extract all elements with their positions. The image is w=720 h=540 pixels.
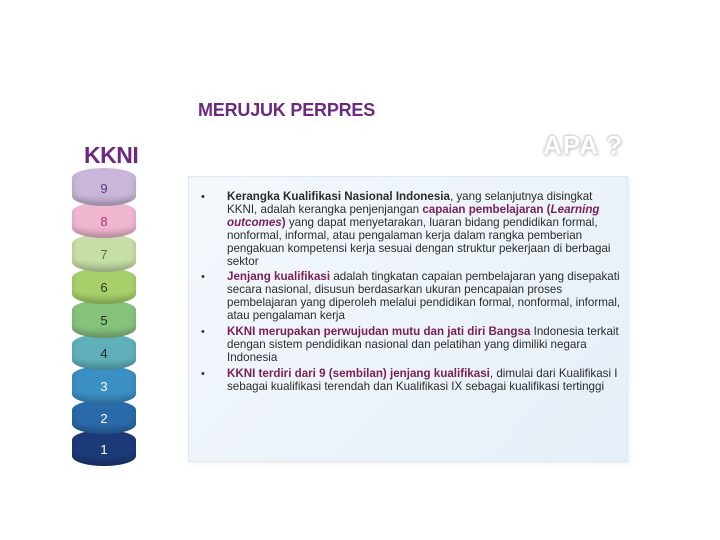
definition-text: capaian pembelajaran ( xyxy=(422,202,551,216)
definition-text: KKNI terdiri dari 9 (sembilan) jenjang kualifikasi xyxy=(227,366,490,380)
definition-item xyxy=(189,368,627,394)
kkni-level-label: 3 xyxy=(100,379,108,394)
definition-text: yang dapat menyetarakan, luaran bidang pendidikan formal, nonformal, informal, atau pengalaman kerja dalam rangka pemberian pengakuan kompetensi kerja sesuai dengan struktur pekerjaan di berbagai sektor xyxy=(227,215,611,268)
definition-text: , yang selanjutnya disingkat KKNI, adalah kerangka penjenjangan xyxy=(227,190,593,216)
definition-item xyxy=(189,271,627,323)
definition-item xyxy=(189,191,627,268)
definition-item xyxy=(189,326,627,365)
kkni-level-6 xyxy=(72,268,136,304)
definition-text: ) xyxy=(281,215,286,229)
definition-panel xyxy=(188,176,628,462)
kkni-heading: KKNI xyxy=(84,142,139,168)
definition-text: Kerangka Kualifikasi Nasional Indonesia xyxy=(227,190,450,203)
definition-text: Jenjang kualifikasi xyxy=(227,270,331,284)
page-title: MERUJUK PERPRES xyxy=(198,100,376,120)
kkni-level-9 xyxy=(72,168,136,206)
definition-list xyxy=(189,191,627,397)
kkni-level-label: 8 xyxy=(100,214,108,229)
definition-text: Indonesia terkait dengan sistem pendidikan nasional dan pelatihan yang dimiliki negara Indonesia xyxy=(227,325,619,364)
definition-text: , dimulai dari Kualifikasi I sebagai kualifikasi terendah dan Kualifikasi IX sebagai kualifikasi tertinggi xyxy=(227,366,618,393)
kkni-level-label: 5 xyxy=(100,313,108,328)
kkni-level-label: 1 xyxy=(100,442,108,457)
kkni-level-1 xyxy=(72,430,136,466)
kkni-level-7 xyxy=(72,234,136,272)
apa-heading: APA ? xyxy=(543,130,624,160)
kkni-level-stack xyxy=(72,168,136,468)
kkni-level-5 xyxy=(72,300,136,338)
definition-text: adalah tingkatan capaian pembelajaran yang disepakati secara nasional, disusun berdasarkan ukuran pencapaian proses pembelajaran yang diperoleh melalui pendidikan formal, nonformal, informal, atau pengalaman kerja xyxy=(227,270,621,323)
definition-text: Learning outcomes xyxy=(227,202,600,229)
kkni-level-label: 6 xyxy=(100,280,108,295)
kkni-level-label: 2 xyxy=(100,411,108,426)
definition-text: KKNI merupakan perwujudan mutu dan jati diri Bangsa xyxy=(227,325,531,339)
kkni-level-label: 9 xyxy=(100,181,108,196)
kkni-level-label: 7 xyxy=(100,247,108,262)
kkni-level-3 xyxy=(72,366,136,404)
kkni-level-2 xyxy=(72,400,136,434)
kkni-level-8 xyxy=(72,202,136,238)
kkni-level-4 xyxy=(72,334,136,370)
kkni-level-label: 4 xyxy=(100,346,108,361)
